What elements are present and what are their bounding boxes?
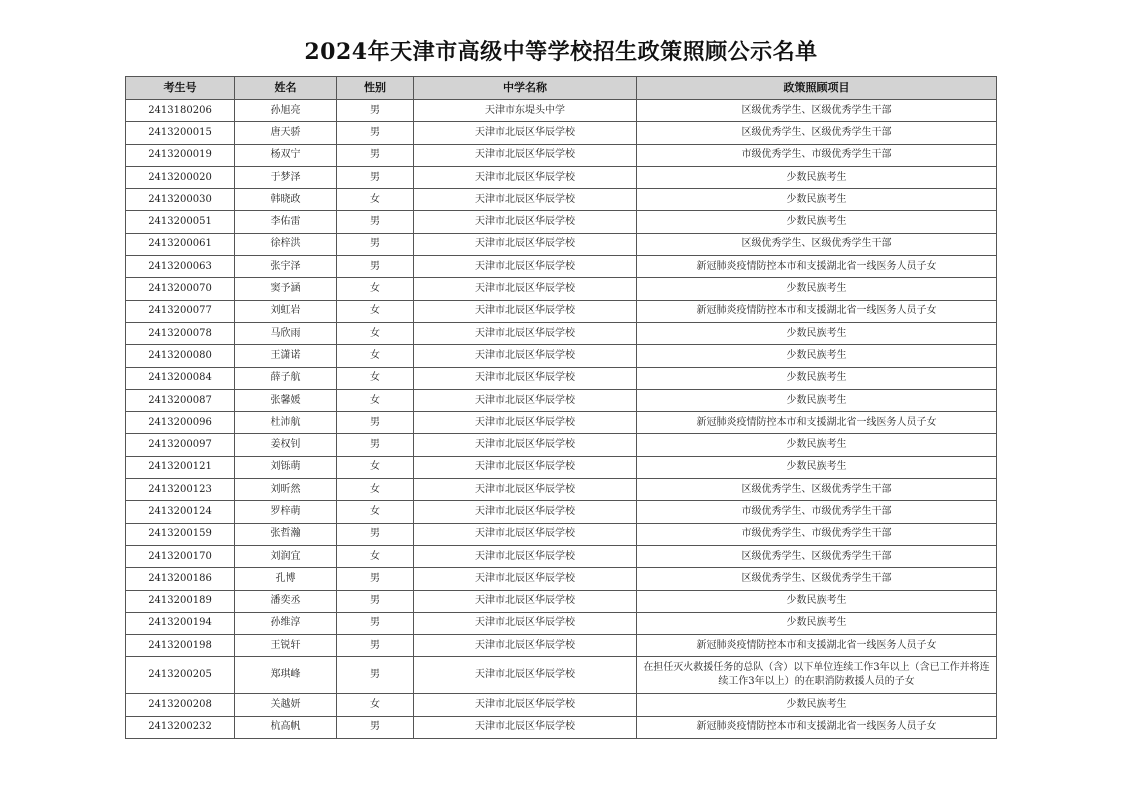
school-cell: 天津市北辰区华辰学校 <box>414 635 637 657</box>
table-row <box>126 122 997 144</box>
gender-cell: 男 <box>337 122 414 144</box>
candidate-id-cell: 2413200078 <box>126 322 235 344</box>
candidate-id-cell: 2413200208 <box>126 694 235 716</box>
gender-cell: 女 <box>337 345 414 367</box>
policy-cell: 区级优秀学生、区级优秀学生干部 <box>637 122 997 144</box>
school-cell: 天津市北辰区华辰学校 <box>414 412 637 434</box>
table-row <box>126 479 997 501</box>
name-cell: 关越妍 <box>235 694 337 716</box>
school-cell: 天津市北辰区华辰学校 <box>414 189 637 211</box>
school-cell: 天津市北辰区华辰学校 <box>414 211 637 233</box>
gender-cell: 男 <box>337 716 414 738</box>
name-cell: 刘昕然 <box>235 479 337 501</box>
table-row <box>126 456 997 478</box>
gender-cell: 男 <box>337 612 414 634</box>
gender-cell: 女 <box>337 456 414 478</box>
policy-cell: 少数民族考生 <box>637 322 997 344</box>
table-row <box>126 189 997 211</box>
name-cell: 李佑雷 <box>235 211 337 233</box>
gender-cell: 女 <box>337 545 414 567</box>
name-cell: 薛子航 <box>235 367 337 389</box>
policy-cell: 少数民族考生 <box>637 166 997 188</box>
school-cell: 天津市北辰区华辰学校 <box>414 345 637 367</box>
school-cell: 天津市北辰区华辰学校 <box>414 166 637 188</box>
column-header-policy: 政策照顾项目 <box>637 77 997 100</box>
candidate-id-cell: 2413200121 <box>126 456 235 478</box>
school-cell: 天津市北辰区华辰学校 <box>414 523 637 545</box>
school-cell: 天津市北辰区华辰学校 <box>414 716 637 738</box>
policy-cell: 少数民族考生 <box>637 612 997 634</box>
school-cell: 天津市北辰区华辰学校 <box>414 657 637 694</box>
gender-cell: 男 <box>337 233 414 255</box>
candidate-id-cell: 2413200061 <box>126 233 235 255</box>
gender-cell: 女 <box>337 278 414 300</box>
school-cell: 天津市北辰区华辰学校 <box>414 612 637 634</box>
school-cell: 天津市北辰区华辰学校 <box>414 545 637 567</box>
candidate-id-cell: 2413200194 <box>126 612 235 634</box>
table-row <box>126 166 997 188</box>
name-cell: 张馨媛 <box>235 389 337 411</box>
table-header-row <box>126 77 997 100</box>
policy-cell: 新冠肺炎疫情防控本市和支援湖北省一线医务人员子女 <box>637 412 997 434</box>
gender-cell: 男 <box>337 256 414 278</box>
name-cell: 于梦泽 <box>235 166 337 188</box>
candidate-id-cell: 2413200015 <box>126 122 235 144</box>
table-row <box>126 412 997 434</box>
table-row <box>126 278 997 300</box>
school-cell: 天津市北辰区华辰学校 <box>414 501 637 523</box>
school-cell: 天津市东堤头中学 <box>414 100 637 122</box>
gender-cell: 男 <box>337 590 414 612</box>
list-table <box>125 76 997 739</box>
candidate-id-cell: 2413200170 <box>126 545 235 567</box>
school-cell: 天津市北辰区华辰学校 <box>414 479 637 501</box>
policy-cell: 区级优秀学生、区级优秀学生干部 <box>637 568 997 590</box>
candidate-id-cell: 2413200030 <box>126 189 235 211</box>
column-header-candidate-id: 考生号 <box>126 77 235 100</box>
candidate-id-cell: 2413200189 <box>126 590 235 612</box>
table-row <box>126 434 997 456</box>
school-cell: 天津市北辰区华辰学校 <box>414 590 637 612</box>
policy-cell: 新冠肺炎疫情防控本市和支援湖北省一线医务人员子女 <box>637 635 997 657</box>
policy-cell: 少数民族考生 <box>637 211 997 233</box>
column-header-name: 姓名 <box>235 77 337 100</box>
school-cell: 天津市北辰区华辰学校 <box>414 256 637 278</box>
candidate-id-cell: 2413200087 <box>126 389 235 411</box>
table-row <box>126 389 997 411</box>
candidate-id-cell: 2413200096 <box>126 412 235 434</box>
candidate-id-cell: 2413200159 <box>126 523 235 545</box>
name-cell: 杭高帆 <box>235 716 337 738</box>
school-cell: 天津市北辰区华辰学校 <box>414 568 637 590</box>
gender-cell: 男 <box>337 166 414 188</box>
school-cell: 天津市北辰区华辰学校 <box>414 322 637 344</box>
name-cell: 刘虹岩 <box>235 300 337 322</box>
candidate-id-cell: 2413200097 <box>126 434 235 456</box>
gender-cell: 男 <box>337 211 414 233</box>
candidate-id-cell: 2413200070 <box>126 278 235 300</box>
name-cell: 杜沛航 <box>235 412 337 434</box>
table-row <box>126 545 997 567</box>
candidate-id-cell: 2413200124 <box>126 501 235 523</box>
table-row <box>126 256 997 278</box>
gender-cell: 男 <box>337 434 414 456</box>
gender-cell: 女 <box>337 501 414 523</box>
gender-cell: 女 <box>337 479 414 501</box>
candidate-id-cell: 2413200019 <box>126 144 235 166</box>
gender-cell: 男 <box>337 100 414 122</box>
table-row <box>126 345 997 367</box>
table-row <box>126 657 997 694</box>
school-cell: 天津市北辰区华辰学校 <box>414 694 637 716</box>
table-row <box>126 233 997 255</box>
table-body <box>126 100 997 739</box>
name-cell: 杨双宁 <box>235 144 337 166</box>
school-cell: 天津市北辰区华辰学校 <box>414 122 637 144</box>
candidate-id-cell: 2413200077 <box>126 300 235 322</box>
name-cell: 唐天骄 <box>235 122 337 144</box>
policy-cell: 少数民族考生 <box>637 389 997 411</box>
name-cell: 刘润宜 <box>235 545 337 567</box>
name-cell: 罗梓萌 <box>235 501 337 523</box>
candidate-id-cell: 2413200051 <box>126 211 235 233</box>
policy-cell: 在担任灭火救援任务的总队（含）以下单位连续工作3年以上（含已工作并将连续工作3年以上）的在职消防救援人员的子女 <box>637 657 997 694</box>
table-row <box>126 523 997 545</box>
policy-cell: 少数民族考生 <box>637 367 997 389</box>
page-title: 2024年天津市高级中等学校招生政策照顾公示名单 <box>304 39 818 65</box>
candidate-id-cell: 2413200063 <box>126 256 235 278</box>
table-row <box>126 568 997 590</box>
policy-cell: 少数民族考生 <box>637 590 997 612</box>
candidate-id-cell: 2413200186 <box>126 568 235 590</box>
gender-cell: 男 <box>337 144 414 166</box>
school-cell: 天津市北辰区华辰学校 <box>414 300 637 322</box>
table-row <box>126 211 997 233</box>
policy-cell: 市级优秀学生、市级优秀学生干部 <box>637 501 997 523</box>
school-cell: 天津市北辰区华辰学校 <box>414 367 637 389</box>
gender-cell: 女 <box>337 389 414 411</box>
gender-cell: 男 <box>337 523 414 545</box>
policy-cell: 少数民族考生 <box>637 278 997 300</box>
name-cell: 韩晓政 <box>235 189 337 211</box>
school-cell: 天津市北辰区华辰学校 <box>414 389 637 411</box>
candidate-id-cell: 2413200123 <box>126 479 235 501</box>
table-row <box>126 635 997 657</box>
name-cell: 王锐轩 <box>235 635 337 657</box>
candidate-id-cell: 2413200198 <box>126 635 235 657</box>
name-cell: 张哲瀚 <box>235 523 337 545</box>
policy-cell: 少数民族考生 <box>637 434 997 456</box>
school-cell: 天津市北辰区华辰学校 <box>414 434 637 456</box>
policy-cell: 少数民族考生 <box>637 456 997 478</box>
name-cell: 潘奕丞 <box>235 590 337 612</box>
gender-cell: 女 <box>337 189 414 211</box>
gender-cell: 女 <box>337 367 414 389</box>
gender-cell: 男 <box>337 412 414 434</box>
policy-cell: 新冠肺炎疫情防控本市和支援湖北省一线医务人员子女 <box>637 300 997 322</box>
policy-cell: 少数民族考生 <box>637 345 997 367</box>
policy-cell: 少数民族考生 <box>637 694 997 716</box>
table-row <box>126 501 997 523</box>
column-header-school: 中学名称 <box>414 77 637 100</box>
policy-cell: 少数民族考生 <box>637 189 997 211</box>
name-cell: 孙维淳 <box>235 612 337 634</box>
policy-cell: 区级优秀学生、区级优秀学生干部 <box>637 100 997 122</box>
name-cell: 马欣雨 <box>235 322 337 344</box>
policy-cell: 新冠肺炎疫情防控本市和支援湖北省一线医务人员子女 <box>637 256 997 278</box>
policy-cell: 区级优秀学生、区级优秀学生干部 <box>637 545 997 567</box>
gender-cell: 男 <box>337 568 414 590</box>
school-cell: 天津市北辰区华辰学校 <box>414 233 637 255</box>
table-row <box>126 322 997 344</box>
name-cell: 孙旭亮 <box>235 100 337 122</box>
gender-cell: 女 <box>337 694 414 716</box>
policy-cell: 市级优秀学生、市级优秀学生干部 <box>637 144 997 166</box>
candidate-id-cell: 2413200020 <box>126 166 235 188</box>
name-cell: 窦予涵 <box>235 278 337 300</box>
table-row <box>126 612 997 634</box>
candidate-id-cell: 2413200232 <box>126 716 235 738</box>
name-cell: 孔博 <box>235 568 337 590</box>
column-header-gender: 性别 <box>337 77 414 100</box>
gender-cell: 男 <box>337 657 414 694</box>
policy-cell: 区级优秀学生、区级优秀学生干部 <box>637 233 997 255</box>
candidate-id-cell: 2413200080 <box>126 345 235 367</box>
name-cell: 徐梓洪 <box>235 233 337 255</box>
table-row <box>126 100 997 122</box>
policy-cell: 市级优秀学生、市级优秀学生干部 <box>637 523 997 545</box>
candidate-id-cell: 2413180206 <box>126 100 235 122</box>
table-row <box>126 694 997 716</box>
candidate-id-cell: 2413200084 <box>126 367 235 389</box>
table-row <box>126 590 997 612</box>
gender-cell: 女 <box>337 300 414 322</box>
table-row <box>126 367 997 389</box>
school-cell: 天津市北辰区华辰学校 <box>414 456 637 478</box>
table-row <box>126 716 997 738</box>
name-cell: 王潇诺 <box>235 345 337 367</box>
table-row <box>126 300 997 322</box>
name-cell: 张宇泽 <box>235 256 337 278</box>
policy-cell: 新冠肺炎疫情防控本市和支援湖北省一线医务人员子女 <box>637 716 997 738</box>
name-cell: 刘铄萌 <box>235 456 337 478</box>
gender-cell: 男 <box>337 635 414 657</box>
name-cell: 姜权钊 <box>235 434 337 456</box>
policy-cell: 区级优秀学生、区级优秀学生干部 <box>637 479 997 501</box>
school-cell: 天津市北辰区华辰学校 <box>414 278 637 300</box>
school-cell: 天津市北辰区华辰学校 <box>414 144 637 166</box>
table-row <box>126 144 997 166</box>
candidate-id-cell: 2413200205 <box>126 657 235 694</box>
name-cell: 郑琪峰 <box>235 657 337 694</box>
gender-cell: 女 <box>337 322 414 344</box>
